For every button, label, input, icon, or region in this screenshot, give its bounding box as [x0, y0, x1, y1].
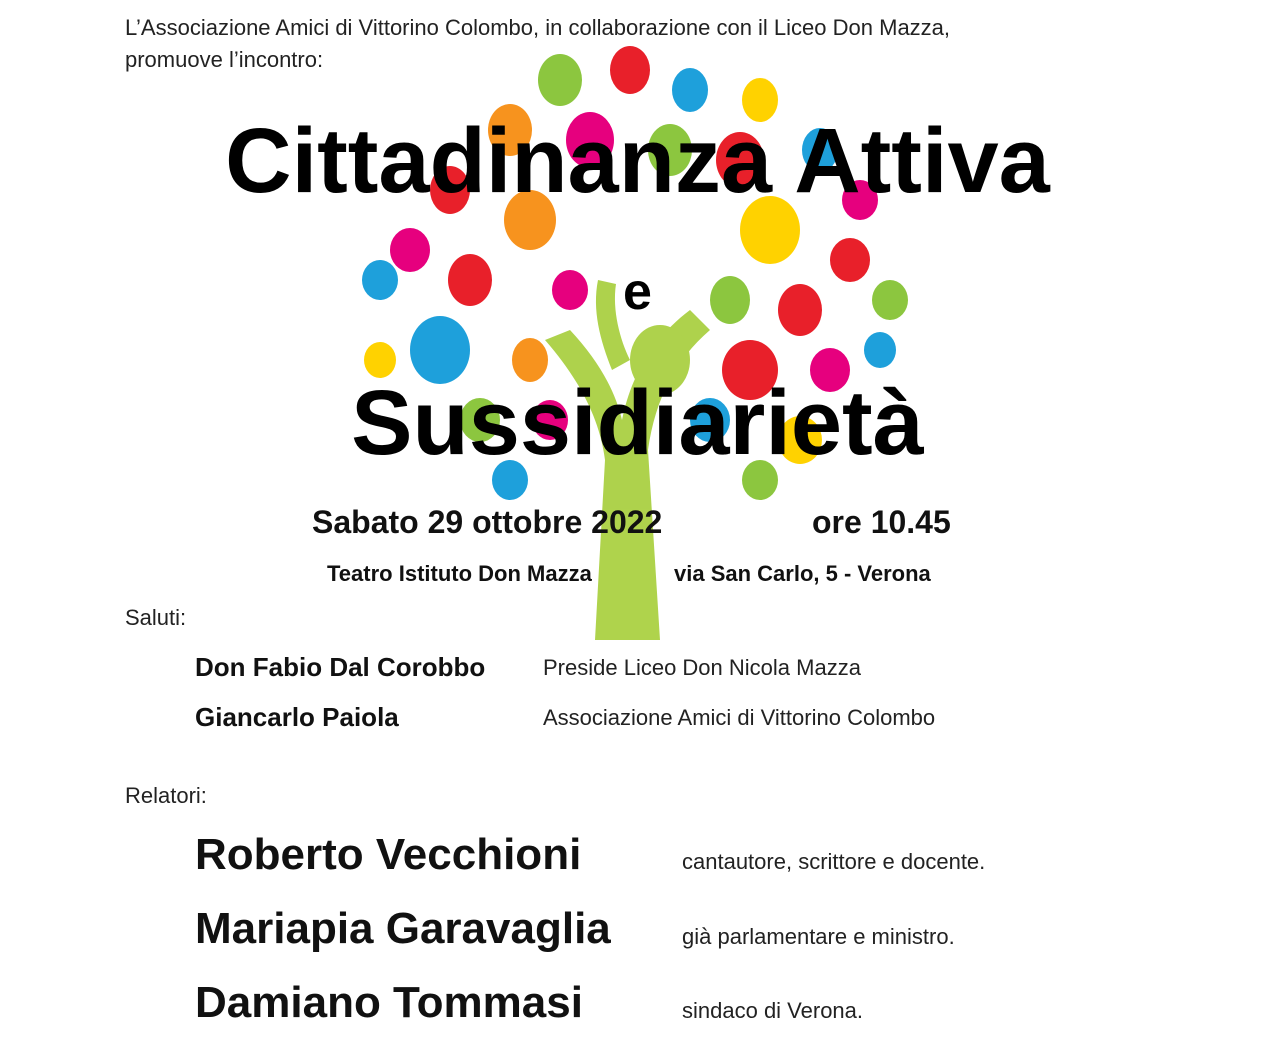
speakers-label: Relatori:: [125, 783, 207, 808]
intro-line-1: L’Associazione Amici di Vittorino Colombo, in collaborazione con il Liceo Don Mazza,: [125, 15, 951, 40]
intro-line-2: promuove l’incontro:: [125, 47, 324, 72]
main-title-line-2: Sussidiarietà: [351, 372, 924, 474]
main-title-conjunction: e: [623, 263, 652, 321]
speaker-role: cantautore, scrittore e docente.: [682, 849, 986, 874]
speaker-role: sindaco di Verona.: [682, 998, 864, 1023]
speaker-name: Roberto Vecchioni: [195, 830, 582, 879]
speaker-name: Damiano Tommasi: [195, 978, 583, 1027]
event-address: via San Carlo, 5 - Verona: [674, 561, 931, 586]
greetings-label: Saluti:: [125, 605, 187, 630]
speaker-name: Mariapia Garavaglia: [195, 904, 611, 953]
greeting-role: Associazione Amici di Vittorino Colombo: [543, 705, 936, 730]
greeting-name: Don Fabio Dal Corobbo: [195, 652, 486, 682]
main-title-line-1: Cittadinanza Attiva: [225, 110, 1050, 212]
greeting-name: Giancarlo Paiola: [195, 702, 399, 732]
greeting-role: Preside Liceo Don Nicola Mazza: [543, 655, 861, 680]
event-time: ore 10.45: [812, 504, 951, 540]
event-place: Teatro Istituto Don Mazza: [327, 561, 592, 586]
speaker-role: già parlamentare e ministro.: [682, 924, 955, 949]
event-date: Sabato 29 ottobre 2022: [312, 504, 663, 540]
